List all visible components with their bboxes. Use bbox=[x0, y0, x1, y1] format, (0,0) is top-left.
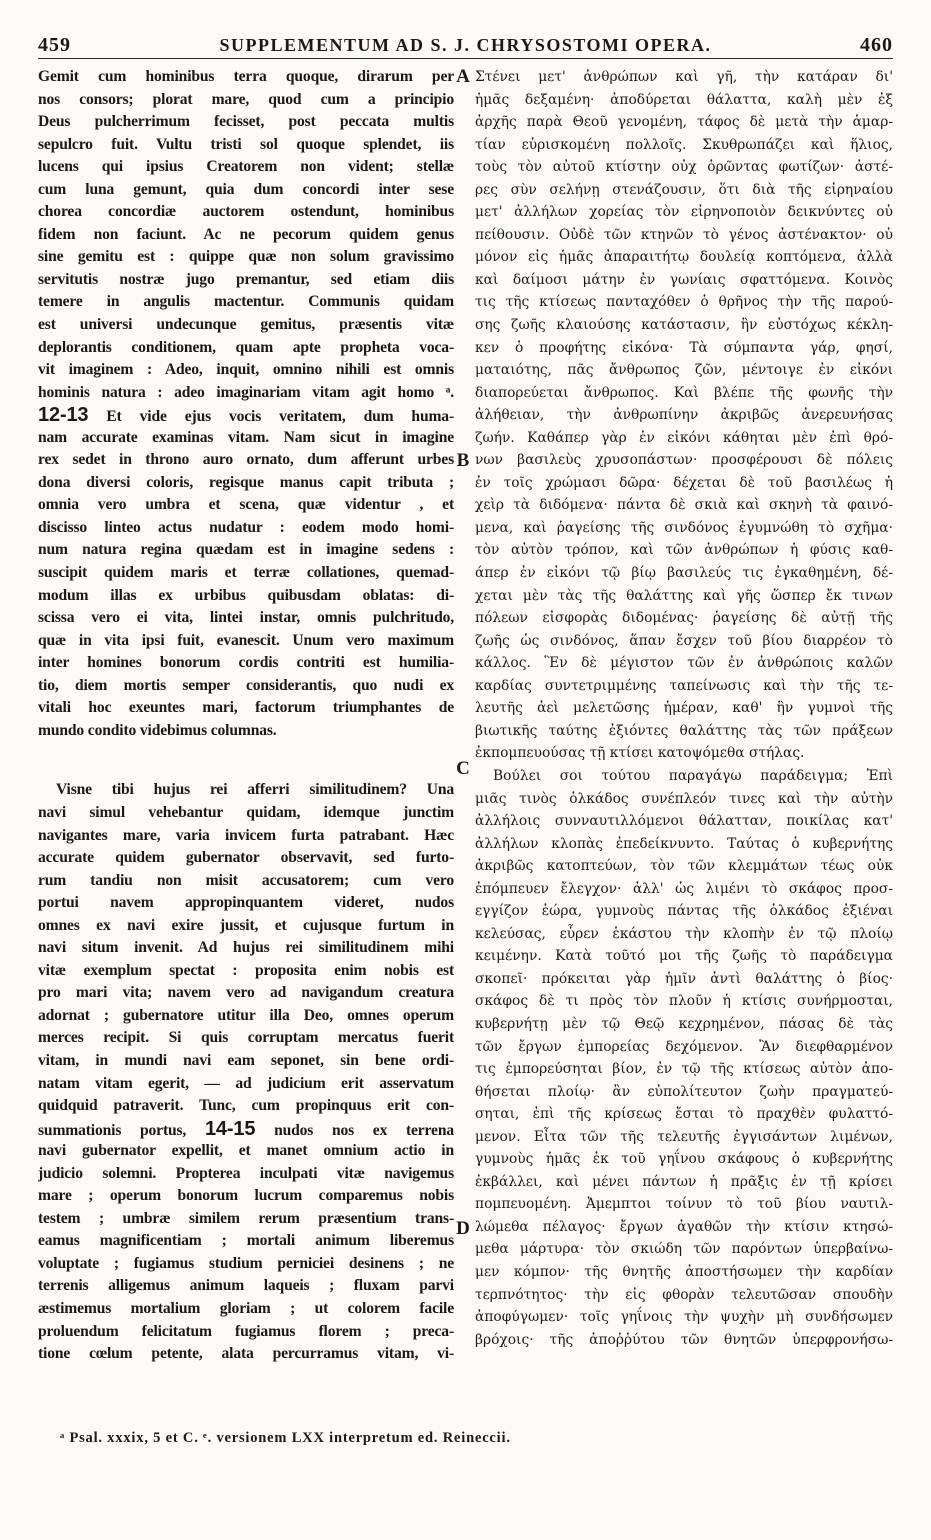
text-line: tio, diem mortis semper considerantis, quo nudi ex bbox=[38, 676, 454, 694]
text-line: rum tandiu non misit accusatorem; cum vero bbox=[38, 871, 454, 889]
text-line: navi gubernator expellit, et manet omnium actio in bbox=[38, 1142, 454, 1160]
greek-paragraph-2 bbox=[475, 765, 893, 1351]
text-line: πείθουσιν. Οὐδὲ τῶν κτηνῶν τὸ γένος ἀστένακτον· οὐ bbox=[475, 226, 893, 243]
text-line: deplorantis conditionem, quam apte propheta voca- bbox=[38, 338, 454, 356]
text-line: terrenis alligemus animum laqueis ; fluxam parvi bbox=[38, 1277, 454, 1295]
text-line: mundo condito videbimus columnas. bbox=[38, 721, 277, 739]
right-page-number: 460 bbox=[860, 34, 893, 56]
text-line: ἀκριβῶς κατοπτεύων, τὸν τῶν κλεμμάτων τέως οὐκ bbox=[475, 858, 893, 875]
text-line: Βούλει σοι τούτου παραγάγω παράδειγμα; Ἐπὶ bbox=[493, 767, 893, 784]
text-line: ἐκβάλλει, καὶ μένει πάντων ἡ πρᾶξις ἐν τῇ κρίσει bbox=[475, 1173, 893, 1190]
text-line: vitali hoc exeuntes mari, factorum triumphantes de bbox=[38, 699, 454, 717]
text-line: μενα, καὶ ῥαγείσης τῆς σινδόνος ἐγυμνώθη τὸ σχῆμα· bbox=[475, 519, 893, 536]
margin-marker-d: D bbox=[456, 1218, 470, 1239]
text-line: πομπευομένη. Ἀμεμπτοι τοίνυν τὸ τοῦ βίου ναυτιλ- bbox=[475, 1196, 893, 1213]
text-line: discisso linteo actus nudatur : eodem modo homi- bbox=[38, 518, 454, 536]
running-header bbox=[38, 34, 893, 59]
text-line: testem ; umbræ similem rerum præsentium trans- bbox=[38, 1209, 454, 1227]
text-line: μενον. Εἶτα τῶν τῆς τελευτῆς ἐγγισάντων λιμένων, bbox=[475, 1128, 893, 1145]
text-line: γυμνοὺς ἡμᾶς ἐκ τοῦ γηΐνου σκάφους ὁ κυβερνήτης bbox=[475, 1151, 893, 1168]
text-line: voluptate ; fugiamus studium perniciei desinens ; ne bbox=[38, 1254, 454, 1272]
text-line: portui navem appropinquantem videret, nudos bbox=[38, 894, 454, 912]
latin-line-numbered-2: summationis portus, 14-15 nudos nos ex terrena bbox=[38, 1117, 454, 1140]
text-line: ματαιότης, πᾶς ἄνθρωπος ζῶν, μέντοιγε ἐν εἰκόνι bbox=[475, 362, 893, 379]
text-line: temere in angulis mactentur. Communis quidam bbox=[38, 293, 454, 311]
text-line: ζωῆς ὡς σινδόνος, ἅπαν ἔσχεν τοῦ βίου διαρρέον τὸ bbox=[475, 632, 893, 649]
text-line: σηται, ἐπὶ τῆς κρίσεως ἔσται τὸ πραχθὲν φυλαττό- bbox=[475, 1106, 893, 1123]
text-line: fidem non faciunt. Ac ne pecorum quidem genus bbox=[38, 225, 454, 243]
text-line: scissa vero ei vita, lintei instar, omnis pulchritudo, bbox=[38, 609, 454, 627]
left-page-number: 459 bbox=[38, 34, 71, 56]
text-line: τίαν εὑρισκομένη πολλοῖς. Σκυθρωπάζει καὶ ἥλιος, bbox=[475, 136, 893, 153]
text-line: βρόχοις· τῆς ἀποῤῥύτου τῶν θνητῶν ὑπερφρονήσω- bbox=[475, 1331, 893, 1348]
text-line: μεν κόμπον· τῆς θνητῆς ἀποστήσωμεν τὴν καρδίαν bbox=[475, 1263, 893, 1280]
text-line: judicio solemni. Propterea inculpati vitæ navigemus bbox=[38, 1164, 454, 1182]
text-line: Gemit cum hominibus terra quoque, dirarum per bbox=[38, 68, 454, 85]
text-line: σκάφος δὲ τι πρὸς τὸν πλοῦν ἡ κτίσις συνήρμοσται, bbox=[475, 993, 893, 1010]
text-line: τοὺς τὸν αὐτοῦ κτίστην οὐχ ὁρῶντας φωτίζων· ἀστέ- bbox=[475, 159, 893, 176]
text-line: καρδίας συντετριμμένης ταπείνωσις καὶ τὴν τῆς τε- bbox=[475, 677, 893, 694]
latin-paragraph-1 bbox=[38, 66, 454, 404]
text-line: Deus pulcherrimum fecisset, post peccata multis bbox=[38, 113, 454, 131]
text-line: κεν ὁ προφήτης εἰκόνα· Τὰ σύμπαντα γάρ, φησί, bbox=[475, 339, 893, 356]
text-line: suscipit quidem maris et terræ collationes, quemad- bbox=[38, 564, 454, 582]
text-line: κυβερνήτῃ μὲν τῷ Θεῷ κεχρημένον, πάσας δὲ τὰς bbox=[475, 1015, 893, 1032]
text-line: æstimemus mortalium gloriam ; ut colorem facile bbox=[38, 1299, 454, 1317]
text-line: ἀλλήλοις συνναυτιλλόμενοι θάλατταν, ποικίλας κατ' bbox=[475, 813, 893, 830]
text-line: est universi undecunque gemitus, præsentis vitæ bbox=[38, 316, 454, 334]
text-line: hominis natura : adeo imaginariam vitam agit homo ᵃ. bbox=[38, 383, 454, 401]
text-line: Visne tibi hujus rei afferri similitudinem? Una bbox=[56, 781, 454, 799]
text-line: άπερ ἐν εἰκόνι τῷ βίῳ βασιλεύς τις ἐγκαθημένη, δέ- bbox=[475, 565, 893, 582]
text-line: μόνον εἰς ἡμᾶς ἀπαραιτήτῳ δουλείᾳ κοπτόμενα, ἀλλὰ bbox=[475, 249, 893, 266]
latin-paragraph-2b bbox=[38, 1140, 454, 1365]
text-line: βιωτικῆς ταύτης ἐξιόντες θαλάττης τὰς τῶν πράξεων bbox=[475, 722, 893, 739]
margin-marker-c: C bbox=[456, 758, 470, 779]
greek-paragraph-1 bbox=[475, 66, 893, 765]
text-line: adornat ; gubernatore utitur illa Deo, omnes operum bbox=[38, 1006, 454, 1024]
text-line: ἀλήθειαν, τὴν ἀνθρωπίνην ἀκριβῶς ἀνερευνήσας bbox=[475, 407, 893, 424]
page-reference-14-15: 14-15 bbox=[204, 1117, 256, 1140]
text-line: vitæ exemplum spectat : proposita enim nobis est bbox=[38, 961, 454, 979]
text-line: ἐκπομπευούσας τῇ κτίσει κατοψόμεθα στήλας. bbox=[475, 745, 805, 762]
text-line: pro mari vita; navem vero ad navigandum creatura bbox=[38, 984, 454, 1002]
text-line: διαπορεύεται ἄνθρωπος. Καὶ βλέπε τῆς φωνῆς τὴν bbox=[475, 384, 893, 401]
text-line: ἀλλήλων κλοπὰς ἐπεδείκνυντο. Ταύτας ὁ κυβερνήτης bbox=[475, 835, 893, 852]
text-line: χεται μὲν τὰς τῆς θαλάττης καὶ γῆς ὥσπερ ἔκ τινων bbox=[475, 587, 893, 604]
text-line: eamus magnificentiam ; mortali animum liberemus bbox=[38, 1232, 454, 1250]
text-line: σκοπεῖ· πρόκειται γὰρ ἡμῖν ἀντὶ θαλάττης ὁ βίος· bbox=[475, 970, 893, 987]
text-line: τις ἐμπορεύσηται βίον, ἐν τῷ τῆς κτίσεως αὐτὸν ἀπο- bbox=[475, 1061, 893, 1078]
text-line: τὸν αὐτὸν τρόπον, καὶ τῶν ἀνθρώπων ἡ φύσις καθ- bbox=[475, 542, 893, 559]
text-line: num natura regina quædam est in imagine sedens : bbox=[38, 541, 454, 559]
latin-paragraph-2 bbox=[38, 779, 454, 1117]
text-line: modum illas ex urbibus quibusdam oblatas: di- bbox=[38, 586, 454, 604]
text-line: εγγίζον ἑώρα, γυμνοὺς πάντας τῆς ὁλκάδος ἐξιέναι bbox=[475, 903, 893, 920]
text-line: θήσεται πλοίῳ· ἂν εὐπολίτευτον ζωὴν πραγματεύ- bbox=[475, 1083, 893, 1100]
latin-line-numbered: 12-13 Et vide ejus vocis veritatem, dum huma- bbox=[38, 404, 454, 427]
text-line: σης ζωῆς κλαιούσης κατάστασιν, ἣν εὐστόχως κέκλη- bbox=[475, 317, 893, 334]
latin-paragraph-1b bbox=[38, 427, 454, 743]
text-line: ρες σὺν σελήνῃ στενάζουσιν, ὅτι διὰ τῆς εἰρηναίου bbox=[475, 181, 893, 198]
text-line: natam vitam egerit, — ad judicium erit asservatum bbox=[38, 1074, 454, 1092]
text-line: ἀρχῆς παρὰ Θεοῦ γενομένη, τάφος δὲ μετὰ τὴν ἁμαρ- bbox=[475, 114, 893, 131]
text-line: quæ in vita ipsi fuit, evanescit. Unum vero maximum bbox=[38, 631, 454, 649]
text-line: πόλεων εἰσφορὰς διδομένας· ῥαγείσης δὲ αὐτῇ τῆς bbox=[475, 610, 893, 627]
text-line: dona diversi coloris, regisque manus capit tributa ; bbox=[38, 473, 454, 491]
text-line: navi situm invenit. Ad hujus rei similitudinem mihi bbox=[38, 939, 454, 957]
text-line: νων βασιλεὺς χρυσοπάστων· προσφέρουσι δὲ πόλεις bbox=[475, 452, 893, 469]
page-reference-12-13: 12-13 bbox=[38, 404, 89, 427]
running-title: SUPPLEMENTUM AD S. J. CHRYSOSTOMI OPERA. bbox=[219, 35, 712, 55]
text-line: vit imaginem : Adeo, inquit, omnino nihili est omnis bbox=[38, 361, 454, 379]
text-line: χεὶρ τὰ διδόμενα· πάντα δὲ σκιὰ καὶ σκηνὴ τὰ φαινό- bbox=[475, 497, 893, 514]
text-line: τερπνότητος· τὴν εἰς φθορὰν τελευτῶσαν σπουδὴν bbox=[475, 1286, 893, 1303]
text-line: mare ; operum bonorum lucrum comparemus nobis bbox=[38, 1187, 454, 1205]
text-line: μετ' ἀλλήλων χορείας τὸν εἰρηνοποιὸν δεικνύντες οὐ bbox=[475, 204, 893, 221]
text-line: omnia vero umbra et scena, quæ videntur , et bbox=[38, 496, 454, 514]
text-line: ἀποφύγωμεν· τοῖς γηΐνοις τὴν ψυχὴν μὴ συνδήσωμεν bbox=[475, 1309, 893, 1326]
text-line: proluendum felicitatum fugiamus florem ; preca- bbox=[38, 1322, 454, 1340]
text-line: cum luna gemunt, quia dum concordi inter sese bbox=[38, 180, 454, 198]
text-line: κειμένην. Κατὰ τοῦτό μοι τῆς ζωῆς τὸ παράδειγμα bbox=[475, 948, 893, 965]
text-line: omnes ex navi exire jussit, et cujusque furtum in bbox=[38, 916, 454, 934]
text-line: navi simul vehebantur quidam, idemque junctim bbox=[38, 803, 454, 821]
text-line: κάλλος. Ἓν δὲ μέγιστον τῶν ἐν ἀνθρώποις καλῶν bbox=[475, 655, 893, 672]
text-line: ἐν τοῖς χρώμασι δῶρα· δέχεται δὲ τοῦ βασιλέως ἡ bbox=[475, 474, 893, 491]
text-line: τις τῆς κτίσεως πανταχόθεν ὁ θρῆνος τὴν τῆς παρού- bbox=[475, 294, 893, 311]
text-line: λώμεθα πέλαγος· ἔργων ἀγαθῶν τὴν κτίσιν κτησώ- bbox=[475, 1218, 893, 1235]
text-line: servitutis nostræ jugo premantur, sed etiam diis bbox=[38, 270, 454, 288]
text-line: ζωήν. Καθάπερ γὰρ ἐν εἰκόνι κάθηται μὲν ἐπὶ θρό- bbox=[475, 429, 893, 446]
text-line: ἐπόμπευεν ἔλεγχον· ἀλλ' ὡς λιμένι τὸ σκάφος προσ- bbox=[475, 880, 893, 897]
text-line: quidquid patraverit. Tunc, cum propinquus erit con- bbox=[38, 1097, 454, 1115]
text-line: lucens qui ipsius Creatorem non vident; stellæ bbox=[38, 158, 454, 176]
footnote: ᵃ Psal. xxxix, 5 et C. ᵉ. versionem LXX interpretum ed. Reineccii. bbox=[60, 1430, 511, 1446]
text-line: τῶν ἔργων ἐμπορείας δεχόμενον. Ἂν διεφθαρμένον bbox=[475, 1038, 893, 1055]
text-line: accurate quidem gubernator observavit, sed furto- bbox=[38, 849, 454, 867]
text-line: inter homines bonorum cordis contriti est humilia- bbox=[38, 654, 454, 672]
text-line: μιᾶς τινὸς ὁλκάδος συνέπλεόν τινες καὶ τὴν αὐτὴν bbox=[475, 790, 893, 807]
text-line: Στένει μετ' ἀνθρώπων καὶ γῆ, τὴν κατάραν δι' bbox=[475, 69, 893, 85]
text-line: navigantes mare, varia invicem furta patrabant. Hæc bbox=[38, 826, 454, 844]
margin-marker-a: A bbox=[456, 66, 470, 87]
text-line: κελεύσας, εὗρεν ἑκάστου τὴν κλοπὴν ἐν τῷ πλοίῳ bbox=[475, 925, 893, 942]
text-line: tione cœlum petente, alata percurramus vitam, vi- bbox=[38, 1345, 454, 1363]
text-line: λευτῆς ἀεὶ μελετῶσης ἡμέραν, καθ' ἣν γυμνοὶ τῆς bbox=[475, 700, 893, 717]
text-line: ἡμᾶς δεξαμένη· ἀποδύρεται θάλαττα, καλὴ μὲν ἐξ bbox=[475, 91, 893, 108]
latin-column bbox=[38, 66, 454, 1366]
text-line: sine gemitu est : quippe quæ non solum gravissimo bbox=[38, 248, 454, 266]
text-line: rex sedet in throno auro ornato, dum afferunt urbes bbox=[38, 451, 454, 469]
text-line: sepulcro fuit. Vultu tristi sol quoque splendet, iis bbox=[38, 135, 454, 153]
text-line: καὶ δαίμοσι μάτην ἐν γωνίαις σφαττόμενα. Κοινὸς bbox=[475, 271, 893, 288]
text-line: nam accurate examinas vitam. Nam sicut in imagine bbox=[38, 428, 454, 446]
text-line: μεθα μάρτυρα· τὸν σκιώδη τῶν παρόντων ὑπερβαίνω- bbox=[475, 1241, 893, 1258]
margin-marker-b: B bbox=[456, 450, 470, 471]
text-line: chorea concordiæ auctorem ostendunt, hominibus bbox=[38, 203, 454, 221]
text-line: nos consors; plorat mare, quod cum a principio bbox=[38, 90, 454, 108]
text-line: merces recipit. Si quis corruptam mercatus fuerit bbox=[38, 1029, 454, 1047]
text-line: vitam, in mundi navi eam seponet, sin bene ordi- bbox=[38, 1051, 454, 1069]
greek-column bbox=[475, 66, 893, 1351]
